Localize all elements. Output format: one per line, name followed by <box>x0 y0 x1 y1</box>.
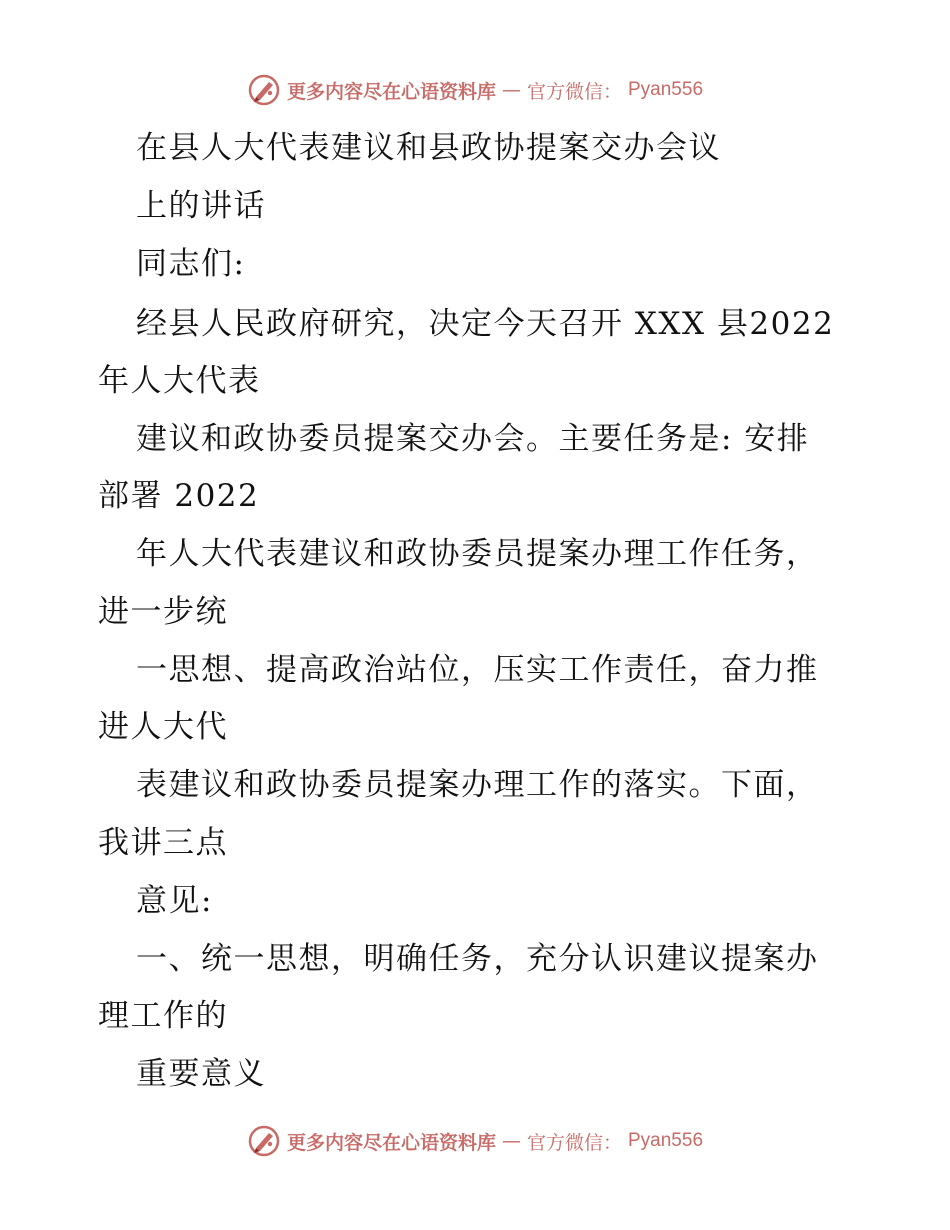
paragraph-line: 年人大代表建议和政协委员提案办理工作任务， <box>136 536 819 572</box>
paragraph-line: 经县人民政府研究，决定今天召开 XXX 县2022 <box>136 306 835 342</box>
paragraph-line: 意见: <box>136 883 213 919</box>
footer-banner-text: 更多内容尽在心语资料库 <box>286 1131 496 1154</box>
section-heading-line: 重要意义 <box>136 1056 266 1092</box>
footer-banner-wechat-label: 官方微信： <box>526 1131 622 1154</box>
header-banner-wechat-id: Pyan556 <box>628 79 704 100</box>
pen-logo-icon <box>247 73 281 107</box>
header-banner-text: 更多内容尽在心语资料库 <box>286 80 496 103</box>
paragraph-line: 我讲三点 <box>98 825 228 861</box>
header-banner-content <box>247 73 703 107</box>
paragraph-line: 进一步统 <box>98 594 228 630</box>
document-title-line-2: 上的讲话 <box>136 188 266 224</box>
section-heading-line: 理工作的 <box>98 998 228 1034</box>
paragraph-line: 建议和政协委员提案交办会。主要任务是: 安排 <box>136 421 810 457</box>
header-banner-wechat-label: 官方微信： <box>526 80 622 103</box>
document-title-line-1: 在县人大代表建议和县政协提案交办会议 <box>136 130 721 166</box>
footer-banner <box>0 1121 950 1161</box>
header-banner-dash: — <box>501 79 521 101</box>
paragraph-line: 表建议和政协委员提案办理工作的落实。下面， <box>136 767 819 803</box>
paragraph-line: 年人大代表 <box>98 363 261 399</box>
footer-banner-dash: — <box>501 1130 521 1152</box>
footer-banner-content <box>247 1124 703 1158</box>
salutation: 同志们: <box>136 246 246 282</box>
paragraph-line: 部署 2022 <box>98 478 260 514</box>
paragraph-line: 一思想、提高政治站位，压实工作责任，奋力推 <box>136 652 819 688</box>
paragraph-line: 进人大代 <box>98 709 228 745</box>
footer-banner-wechat-id: Pyan556 <box>628 1130 704 1151</box>
pen-logo-icon <box>247 1124 281 1158</box>
header-banner <box>0 70 950 110</box>
section-heading-line: 一、统一思想，明确任务，充分认识建议提案办 <box>136 941 819 977</box>
